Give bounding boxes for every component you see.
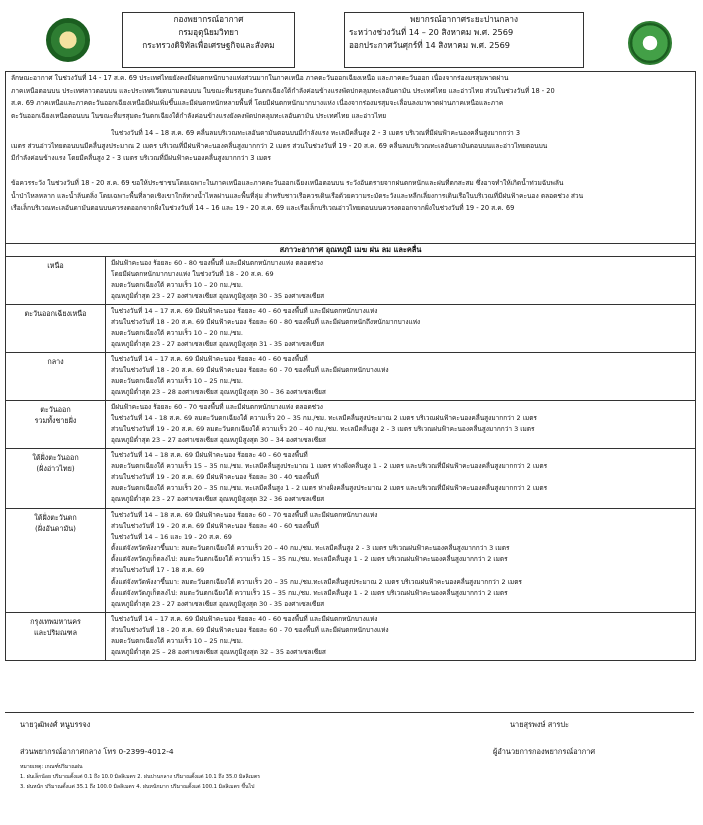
region-forecast-line: มีฝนฟ้าคะนอง ร้อยละ 60 - 70 ของพื้นที่ และมีฝนตกหนักบางแห่ง ตลอดช่วง	[111, 403, 323, 411]
region-forecast-line: ในช่วงวันที่ 14 – 17 ส.ค. 69 มีฝนฟ้าคะนอง ร้อยละ 40 - 60 ของพื้นที่	[111, 355, 308, 363]
region-forecast-line: อุณหภูมิต่ำสุด 23 – 27 องศาเซลเซียส อุณหภูมิสูงสุด 30 – 34 องศาเซลเซียส	[111, 436, 326, 445]
region-description	[111, 305, 695, 350]
region-forecast-line: ในช่วงวันที่ 14 – 16 และ 19 - 20 ส.ค. 69	[111, 533, 232, 542]
region-name	[6, 449, 106, 508]
region-description	[111, 353, 695, 398]
summary-line: ข้อควรระวัง ในช่วงวันที่ 18 - 20 ส.ค. 69 ขอให้ประชาชนโดยเฉพาะในภาคเหนือและภาคตะวันออกเฉียงเหนือตอนบน ระวังอันตรายจากฝนตกหนักและฝนที่ตกสะสม ซึ่งอาจทำให้เกิดน้ำท่วมฉับพลัน	[11, 179, 564, 187]
region-forecast-line: ตั้งแต่จังหวัดภูเก็ตลงไป: ลมตะวันตกเฉียงใต้ ความเร็ว 15 – 35 กม./ชม. ทะเลมีคลื่นสูง 1 - 2 เมตร บริเวณฝนฟ้าคะนองคลื่นสูงมากกว่า 2 เมตร	[111, 588, 508, 597]
summary-paragraph-caution	[11, 177, 695, 215]
summary-line: เรือเล็กบริเวณทะเลอันดามันตอนบนควรงดออกจากฝั่งในช่วงวันที่ 14 – 16 และ 19 - 20 ส.ค. 69 และเรือเล็กบริเวณอ่าวไทยตอนบนควรงดออกจากฝั่งในช่วงวันที่ 19 - 20 ส.ค. 69	[11, 204, 515, 213]
region-forecast-line: ในช่วงวันที่ 14 – 18 ส.ค. 69 มีฝนฟ้าคะนอง ร้อยละ 40 - 60 ของพื้นที่	[111, 451, 308, 459]
region-forecast-line: ในช่วงวันที่ 14 – 17 ส.ค. 69 มีฝนฟ้าคะนอง ร้อยละ 40 - 60 ของพื้นที่ และมีฝนตกหนักบางแห่ง	[111, 615, 378, 623]
region-forecast-line: ลมตะวันตกเฉียงใต้ ความเร็ว 10 – 20 กม./ชม.	[111, 281, 243, 290]
summary-paragraph-weather	[11, 72, 695, 122]
region-name-line: ใต้ฝั่งตะวันออก	[32, 453, 79, 462]
region-forecast-line: มีฝนฟ้าคะนอง ร้อยละ 60 - 80 ของพื้นที่ และมีฝนตกหนักบางแห่ง ตลอดช่วง	[111, 259, 323, 267]
region-forecast-line: ลมตะวันตกเฉียงใต้ ความเร็ว 20 – 35 กม./ชม. ทะเลมีคลื่นสูง 1 - 2 เมตร ห่างฝั่งคลื่นสูงประมาณ 2 เมตร และบริเวณที่มีฝนฟ้าคะนองคลื่นสูงมากกว่า 2 เมตร	[111, 484, 548, 493]
region-description	[111, 257, 695, 302]
header-forecast-period: ระหว่างช่วงวันที่ 14 – 20 สิงหาคม พ.ศ. 2569	[349, 27, 514, 37]
region-forecast-line: ส่วนในช่วงวันที่ 18 - 20 ส.ค. 69 มีฝนฟ้าคะนอง ร้อยละ 60 - 70 ของพื้นที่ และมีฝนตกหนักบางแห่ง	[111, 366, 389, 375]
director-name: นายสุรพงษ์ สารปะ	[510, 720, 570, 729]
footer-divider	[5, 712, 694, 713]
region-description	[111, 509, 695, 610]
summary-line: ส.ค. 69 ภาคเหนือและภาคตะวันออกเฉียงเหนือมีฝนเพิ่มขึ้นและมีฝนตกหนักหลายพื้นที่ โดยมีฝนตกหนักมากบางแห่ง เนื่องจากร่องมรสุมจะเลื่อนลงมาพาดผ่านภาคเหนือและภาค	[11, 99, 504, 108]
region-forecast-line: ในช่วงวันที่ 14 - 18 ส.ค. 69 ลมตะวันตกเฉียงใต้ ความเร็ว 20 – 35 กม./ชม. ทะเลมีคลื่นสูงประมาณ 2 เมตร บริเวณฝนฟ้าคะนองคลื่นสูงมากกว่า 2 เมตร	[111, 414, 537, 423]
region-forecast-line: โดยมีฝนตกหนักมากบางแห่ง ในช่วงวันที่ 18 - 20 ส.ค. 69	[111, 270, 274, 279]
header-forecast-issued: ออกประกาศวันศุกร์ที่ 14 สิงหาคม พ.ศ. 2569	[349, 40, 511, 50]
weather-summary-box	[5, 71, 696, 244]
region-forecast-line: ลมตะวันตกเฉียงใต้ ความเร็ว 10 – 20 กม./ชม.	[111, 329, 243, 338]
region-name-line: รวมทั้งชายฝั่ง	[34, 416, 77, 425]
region-forecast-line: ตั้งแต่จังหวัดภูเก็ตลงไป: ลมตะวันตกเฉียงใต้ ความเร็ว 15 – 35 กม./ชม. ทะเลมีคลื่นสูง 1 - 2 เมตร บริเวณฝนฟ้าคะนองคลื่นสูงมากกว่า 2 เมตร	[111, 555, 508, 564]
region-forecast-line: ลมตะวันตกเฉียงใต้ ความเร็ว 10 – 25 กม./ชม.	[111, 377, 243, 386]
region-name-line: (ฝั่งอ่าวไทย)	[36, 464, 75, 473]
summary-line: น้ำป่าไหลหลาก และน้ำล้นตลิ่ง โดยเฉพาะพื้นที่ลาดเชิงเขาใกล้ทางน้ำไหลผ่านและพื้นที่ลุ่ม สำหรับชาวเรือควรเดินเรือด้วยความระมัดระวังและหลีกเลี่ยงการเดินเรือในบริเวณที่มีฝนฟ้าคะนอง ตลอดช่วง ส่วน	[11, 191, 584, 200]
region-forecast-line: ลมตะวันตกเฉียงใต้ ความเร็ว 15 – 35 กม./ชม. ทะเลมีคลื่นสูงประมาณ 1 เมตร ห่างฝั่งคลื่นสูง 1 - 2 เมตร และบริเวณที่มีฝนฟ้าคะนองคลื่นสูงมากกว่า 2 เมตร	[111, 462, 548, 471]
region-forecast-line: ส่วนในช่วงวันที่ 17 - 18 ส.ค. 69	[111, 566, 205, 575]
region-name-line: ตะวันออกเฉียงเหนือ	[24, 309, 87, 318]
summary-paragraph-waves	[11, 127, 695, 165]
summary-line: ตะวันออกเฉียงเหนือตอนบน ในขณะที่มรสุมตะวันตกเฉียงใต้กำลังค่อนข้างแรงยังคงพัดปกคลุมทะเลอันดามัน ประเทศไทย และอ่าวไทย	[11, 111, 387, 120]
region-row	[6, 449, 695, 509]
region-name	[6, 401, 106, 448]
header-forecast-title: พยากรณ์อากาศระยะปานกลาง	[410, 14, 518, 24]
header-agency-line3: กระทรวงดิจิทัลเพื่อเศรษฐกิจและสังคม	[142, 40, 275, 50]
region-name-line: และปริมณฑล	[33, 628, 78, 637]
header-agency-line1: กองพยากรณ์อากาศ	[173, 14, 244, 24]
director-title: ผู้อำนวยการกองพยากรณ์อากาศ	[493, 747, 596, 756]
table-header: สภาวะอากาศ อุณหภูมิ เมฆ ฝน ลม และคลื่น	[6, 244, 695, 257]
region-description	[111, 613, 695, 658]
region-forecast-line: ตั้งแต่จังหวัดพังงาขึ้นมา: ลมตะวันตกเฉียงใต้ ความเร็ว 20 – 35 กม./ชม.ทะเลมีคลื่นสูงประมาณ 2 เมตร บริเวณฝนฟ้าคะนองคลื่นสูงมากกว่า 2 เมตร	[111, 577, 522, 586]
summary-line: ภาคเหนือตอนบน ประเทศลาวตอนบน และประเทศเวียดนามตอนบน ในขณะที่มรสุมตะวันตกเฉียงใต้กำลังค่อนข้างแรงพัดปกคลุมทะเลอันดามัน ประเทศไทย และอ่าวไทย ส่วนในช่วงวันที่ 18 - 20	[11, 86, 555, 95]
region-name-line: เหนือ	[47, 261, 64, 270]
region-row	[6, 257, 695, 305]
region-forecast-line: ส่วนในช่วงวันที่ 18 - 20 ส.ค. 69 มีฝนฟ้าคะนอง ร้อยละ 60 - 80 ของพื้นที่ และมีฝนตกหนักถึงหนักมากบางแห่ง	[111, 318, 421, 327]
region-forecast-line: ส่วนในช่วงวันที่ 19 - 20 ส.ค. 69 มีฝนฟ้าคะนอง ร้อยละ 40 - 60 ของพื้นที่	[111, 522, 319, 531]
header-agency-box	[122, 12, 295, 68]
rainfall-notes	[20, 762, 260, 792]
region-forecast-line: ตั้งแต่จังหวัดพังงาขึ้นมา: ลมตะวันตกเฉียงใต้ ความเร็ว 20 – 40 กม./ชม. ทะเลมีคลื่นสูง 2 - 3 เมตร บริเวณฝนฟ้าคะนองคลื่นสูงมากกว่า 3 เมตร	[111, 544, 510, 553]
region-forecast-line: อุณหภูมิต่ำสุด 23 - 27 องศาเซลเซียส อุณหภูมิสูงสุด 30 - 35 องศาเซลเซียส	[111, 599, 325, 608]
region-name-line: กรุงเทพมหานคร	[30, 617, 81, 626]
region-forecast-line: ในช่วงวันที่ 14 – 17 ส.ค. 69 มีฝนฟ้าคะนอง ร้อยละ 40 - 60 ของพื้นที่ และมีฝนตกหนักบางแห่ง	[111, 307, 378, 315]
summary-line: มีกำลังค่อนข้างแรง โดยมีคลื่นสูง 2 - 3 เมตร บริเวณที่มีฝนฟ้าคะนองคลื่นสูงมากกว่า 3 เมตร	[11, 154, 271, 163]
region-forecast-line: ลมตะวันตกเฉียงใต้ ความเร็ว 10 – 25 กม./ชม.	[111, 637, 243, 646]
summary-line: ในช่วงวันที่ 14 – 18 ส.ค. 69 คลื่นลมบริเวณทะเลอันดามันตอนบนมีกำลังแรง ทะเลมีคลื่นสูง 2 - 3 เมตร บริเวณที่มีฝนฟ้าคะนองคลื่นสูงมากกว่า 3	[111, 129, 521, 137]
region-row	[6, 353, 695, 401]
header-forecast-box	[344, 12, 584, 68]
region-description	[111, 449, 695, 505]
region-name-line: ใต้ฝั่งตะวันตก	[34, 513, 77, 522]
region-forecast-line: ส่วนในช่วงวันที่ 19 - 20 ส.ค. 69 มีฝนฟ้าคะนอง ร้อยละ 30 - 40 ของพื้นที่	[111, 473, 319, 482]
region-name-line: (ฝั่งอันดามัน)	[35, 524, 76, 533]
region-row	[6, 305, 695, 353]
region-forecast-line: ในช่วงวันที่ 14 – 18 ส.ค. 69 มีฝนฟ้าคะนอง ร้อยละ 60 - 70 ของพื้นที่ และมีฝนตกหนักบางแห่ง	[111, 511, 378, 519]
summary-line: เมตร ส่วนอ่าวไทยตอนบนมีคลื่นสูงประมาณ 2 เมตร บริเวณที่มีฝนฟ้าคะนองคลื่นสูงมากกว่า 2 เมตร ส่วนในช่วงวันที่ 19 - 20 ส.ค. 69 คลื่นลมบริเวณทะเลอันดามันตอนบนและอ่าวไทยตอนบน	[11, 141, 548, 150]
region-description	[111, 401, 695, 446]
region-name	[6, 353, 106, 400]
region-forecast-line: ส่วนในช่วงวันที่ 19 - 20 ส.ค. 69 ลมตะวันตกเฉียงใต้ ความเร็ว 20 – 40 กม./ชม. ทะเลมีคลื่นสูง 2 - 3 เมตร บริเวณฝนฟ้าคะนองคลื่นสูงมากกว่า 3 เมตร	[111, 425, 535, 434]
region-row	[6, 509, 695, 613]
note-line: หมายเหตุ: เกณฑ์ปริมาณฝน	[20, 764, 83, 770]
note-line: 3. ฝนหนัก ปริมาณตั้งแต่ 35.1 ถึง 100.0 มิลลิเมตร 4. ฝนหนักมาก ปริมาณตั้งแต่ 100.1 มิลลิเมตร ขึ้นไป	[20, 784, 255, 790]
region-forecast-table	[5, 243, 696, 661]
forecaster-contact: ส่วนพยากรณ์อากาศกลาง โทร 0-2399-4012-4	[20, 747, 174, 756]
region-name	[6, 305, 106, 352]
region-name	[6, 509, 106, 612]
region-name	[6, 613, 106, 660]
region-forecast-line: อุณหภูมิต่ำสุด 23 - 27 องศาเซลเซียส อุณหภูมิสูงสุด 32 - 36 องศาเซลเซียส	[111, 495, 325, 504]
forecaster-name: นายวุฒิพงศ์ หนูบรรจง	[20, 720, 91, 729]
header-agency-line2: กรมอุตุนิยมวิทยา	[178, 27, 239, 37]
summary-line: ลักษณะอากาศ ในช่วงวันที่ 14 - 17 ส.ค. 69 ประเทศไทยยังคงมีฝนตกหนักบางแห่งส่วนมากในภาคเหนือ ภาคตะวันออกเฉียงเหนือ และภาคตะวันออก เนื่องจากร่องมรสุมพาดผ่าน	[11, 74, 509, 82]
region-forecast-line: อุณหภูมิต่ำสุด 25 – 28 องศาเซลเซียส อุณหภูมิสูงสุด 32 – 35 องศาเซลเซียส	[111, 648, 326, 657]
region-row	[6, 401, 695, 449]
region-forecast-line: ส่วนในช่วงวันที่ 18 - 20 ส.ค. 69 มีฝนฟ้าคะนอง ร้อยละ 60 - 70 ของพื้นที่ และมีฝนตกหนักบางแห่ง	[111, 626, 389, 635]
note-line: 1. ฝนเล็กน้อย ปริมาณตั้งแต่ 0.1 ถึง 10.0 มิลลิเมตร 2. ฝนปานกลาง ปริมาณตั้งแต่ 10.1 ถึง 35.0 มิลลิเมตร	[20, 774, 260, 780]
region-name-line: กลาง	[47, 357, 64, 366]
region-name	[6, 257, 106, 304]
region-row	[6, 613, 695, 660]
region-forecast-line: อุณหภูมิต่ำสุด 23 – 28 องศาเซลเซียส อุณหภูมิสูงสุด 30 – 36 องศาเซลเซียส	[111, 388, 326, 397]
region-forecast-line: อุณหภูมิต่ำสุด 23 - 27 องศาเซลเซียส อุณหภูมิสูงสุด 31 - 35 องศาเซลเซียส	[111, 340, 325, 349]
tmd-logo-icon	[46, 18, 90, 62]
ministry-logo-icon	[628, 21, 672, 65]
region-name-line: ตะวันออก	[40, 405, 71, 414]
region-forecast-line: อุณหภูมิต่ำสุด 23 - 27 องศาเซลเซียส อุณหภูมิสูงสุด 30 - 35 องศาเซลเซียส	[111, 292, 325, 301]
